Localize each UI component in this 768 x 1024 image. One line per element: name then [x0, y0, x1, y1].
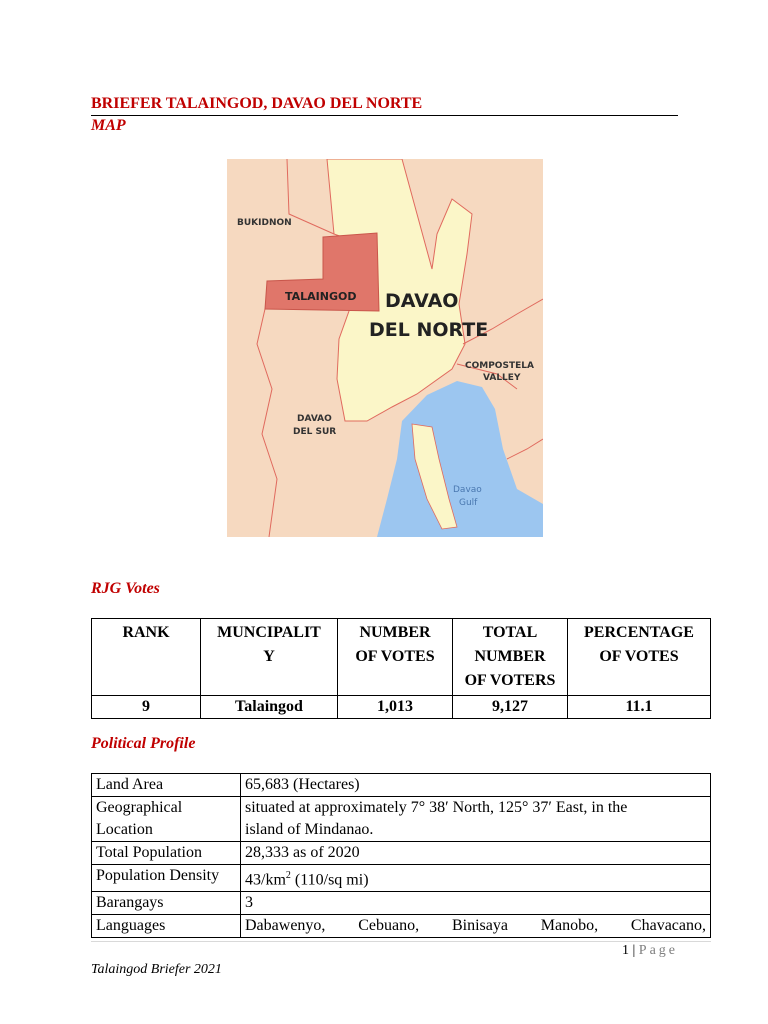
header-line: NUMBER [359, 624, 431, 641]
label-land-area: Land Area [92, 774, 241, 797]
cell-percentage: 11.1 [568, 696, 711, 719]
map-heading: MAP [91, 117, 126, 134]
label-del-norte: DEL NORTE [369, 319, 489, 341]
table-row [92, 915, 711, 938]
location-map [227, 159, 543, 537]
header-line: MUNCIPALIT [217, 624, 321, 641]
header-line: OF VOTES [599, 648, 679, 665]
label-density: Population Density [92, 865, 241, 892]
page-number [622, 943, 678, 959]
footer-doc-label: Talaingod Briefer 2021 [91, 962, 222, 977]
header-line: PERCENTAGE [584, 624, 694, 641]
label-line: Geographical [96, 799, 183, 816]
header-number-of-votes [338, 619, 453, 696]
table-row [92, 892, 711, 915]
map-svg [227, 159, 543, 537]
density-superscript: 2 [285, 870, 291, 881]
label-valley: VALLEY [483, 373, 521, 383]
header-rank [92, 619, 201, 696]
cell-municipality: Talaingod [201, 696, 338, 719]
label-population: Total Population [92, 842, 241, 865]
page-number-value: 1 [621, 943, 629, 958]
cell-total-voters: 9,127 [453, 696, 568, 719]
value-line: situated at approximately 7° 38′ North, 125° 37′ East, in the [245, 799, 628, 816]
value-geo-location [241, 797, 711, 842]
label-davao-del-sur-2: DEL SUR [293, 427, 337, 437]
density-value-suffix: (110/sq mi) [290, 871, 369, 889]
label-barangays: Barangays [92, 892, 241, 915]
document-title: BRIEFER TALAINGOD, DAVAO DEL NORTE [91, 94, 678, 116]
table-row [92, 842, 711, 865]
table-row [92, 774, 711, 797]
value-barangays: 3 [241, 892, 711, 915]
label-languages: Languages [92, 915, 241, 938]
page-word: Page [638, 943, 678, 958]
label-davao: DAVAO [385, 290, 459, 312]
label-compostela: COMPOSTELA [465, 361, 534, 371]
table-row [92, 865, 711, 892]
label-talaingod: TALAINGOD [285, 290, 357, 303]
cell-rank: 9 [92, 696, 201, 719]
value-languages: Dabawenyo, Cebuano, Binisaya Manobo, Chavacano, [241, 915, 711, 938]
label-bukidnon: BUKIDNON [237, 218, 292, 228]
value-land-area: 65,683 (Hectares) [241, 774, 711, 797]
label-davao-gulf-2: Gulf [459, 498, 478, 508]
header-line: RANK [122, 624, 170, 641]
votes-header-row [92, 619, 711, 696]
value-population: 28,333 as of 2020 [241, 842, 711, 865]
table-row [92, 696, 711, 719]
label-line: Location [96, 821, 153, 838]
density-value: 43/km [245, 871, 286, 889]
profile-table [91, 773, 711, 938]
header-percentage [568, 619, 711, 696]
table-row [92, 797, 711, 842]
votes-heading: RJG Votes [91, 580, 160, 597]
cell-number-of-votes: 1,013 [338, 696, 453, 719]
header-line: NUMBER [474, 648, 546, 665]
label-geo-location [92, 797, 241, 842]
footer-divider [91, 941, 711, 942]
header-line: OF VOTES [355, 648, 435, 665]
value-density [241, 865, 711, 892]
label-davao-gulf-1: Davao [453, 485, 482, 495]
profile-heading: Political Profile [91, 735, 196, 752]
value-line: island of Mindanao. [245, 821, 374, 838]
label-davao-del-sur-1: DAVAO [297, 414, 332, 424]
header-line: TOTAL [482, 624, 538, 641]
header-line: OF VOTERS [464, 672, 556, 689]
header-municipality [201, 619, 338, 696]
page-separator: | [628, 943, 639, 958]
votes-table [91, 618, 711, 719]
header-total-voters [453, 619, 568, 696]
header-line: Y [263, 648, 275, 665]
